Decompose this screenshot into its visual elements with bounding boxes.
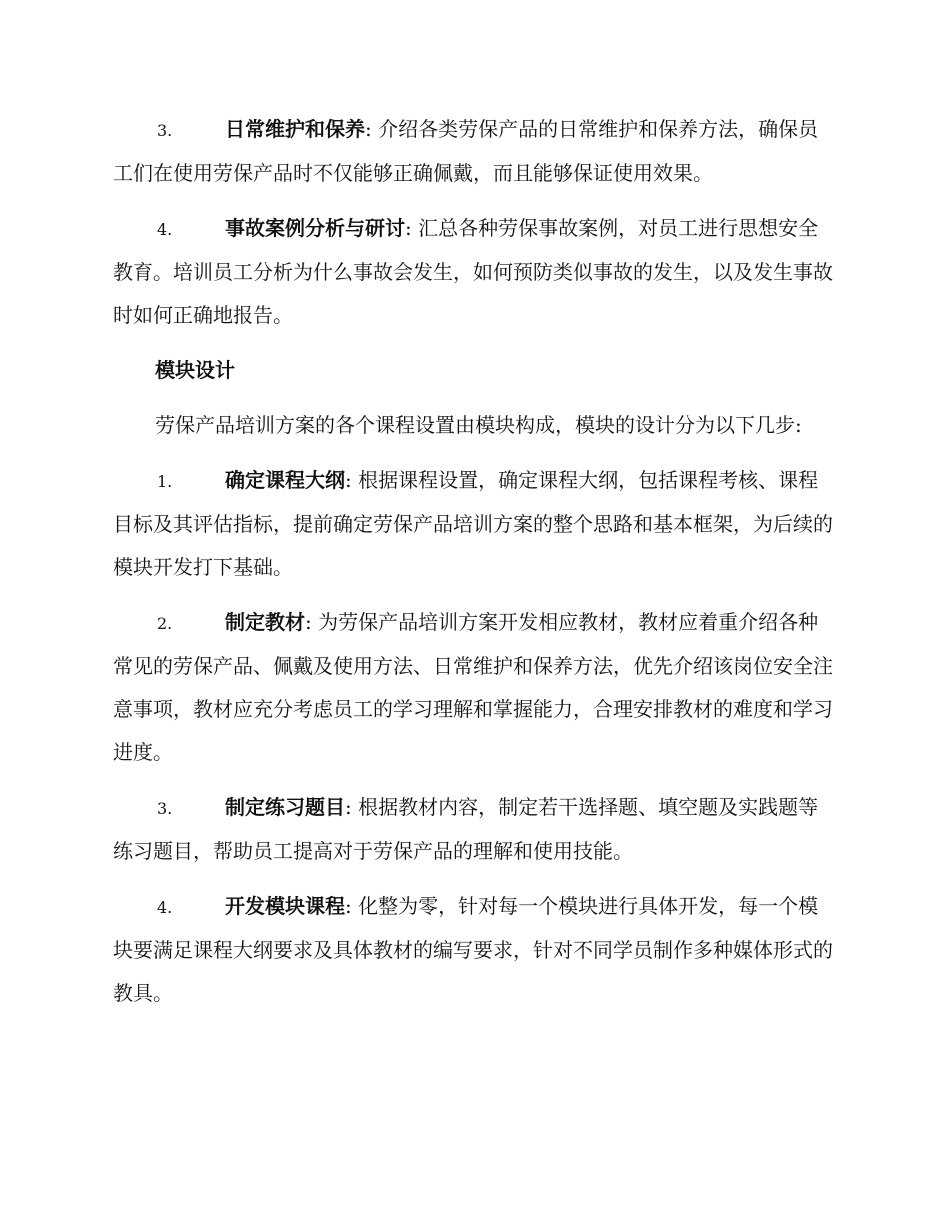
list-number: 1. — [157, 472, 173, 491]
list-item-teaching-materials — [113, 601, 835, 774]
list-number: 3. — [157, 799, 173, 818]
module-design-intro: 劳保产品培训方案的各个课程设置由模块构成，模块的设计分为以下几步: — [155, 413, 802, 437]
list-item-text: : 为劳保产品培训方案开发相应教材，教材应着重介绍各种常见的劳保产品、佩戴及使用方法、日常维护和保养方法，优先介绍该岗位安全注意事项，教材应充分考虑员工的学习理解和掌握能力，合理安排教材的难度和学习进度。 — [113, 610, 833, 764]
list-item-text: : 根据课程设置，确定课程大纲，包括课程考核、课程目标及其评估指标，提前确定劳保产品培训方案的整个思路和基本框架，为后续的模块开发打下基础。 — [113, 468, 833, 579]
list-item-title: 事故案例分析与研讨 — [225, 216, 405, 240]
section-heading-module-design: 模块设计 — [155, 358, 235, 382]
list-item-module-development — [113, 885, 835, 1015]
list-number: 3. — [157, 121, 173, 140]
list-item-title: 制定教材 — [225, 610, 305, 634]
list-item-course-outline — [113, 459, 835, 589]
list-item-title: 制定练习题目 — [225, 795, 345, 819]
list-item-text: : 介绍各类劳保产品的日常维护和保养方法，确保员工们在使用劳保产品时不仅能够正确佩戴，而且能够保证使用效果。 — [113, 117, 819, 185]
list-item-text: : 汇总各种劳保事故案例，对员工进行思想安全教育。培训员工分析为什么事故会发生，如何预防类似事故的发生，以及发生事故时如何正确地报告。 — [113, 216, 833, 327]
list-item-text: : 化整为零，针对每一个模块进行具体开发，每一个模块要满足课程大纲要求及具体教材的编写要求，针对不同学员制作多种媒体形式的教具。 — [113, 894, 833, 1005]
list-number: 4. — [157, 898, 173, 917]
list-item-title: 确定课程大纲 — [225, 468, 345, 492]
document-body — [113, 108, 835, 1027]
list-item-accident-analysis — [113, 207, 835, 337]
list-item-exercises — [113, 786, 835, 873]
list-item-title: 日常维护和保养 — [225, 117, 365, 141]
list-number: 2. — [157, 614, 173, 633]
list-item-title: 开发模块课程 — [225, 894, 345, 918]
list-item-daily-maintenance — [113, 108, 835, 195]
list-number: 4. — [157, 220, 173, 239]
list-item-text: : 根据教材内容，制定若干选择题、填空题及实践题等练习题目，帮助员工提高对于劳保产品的理解和使用技能。 — [113, 795, 819, 863]
